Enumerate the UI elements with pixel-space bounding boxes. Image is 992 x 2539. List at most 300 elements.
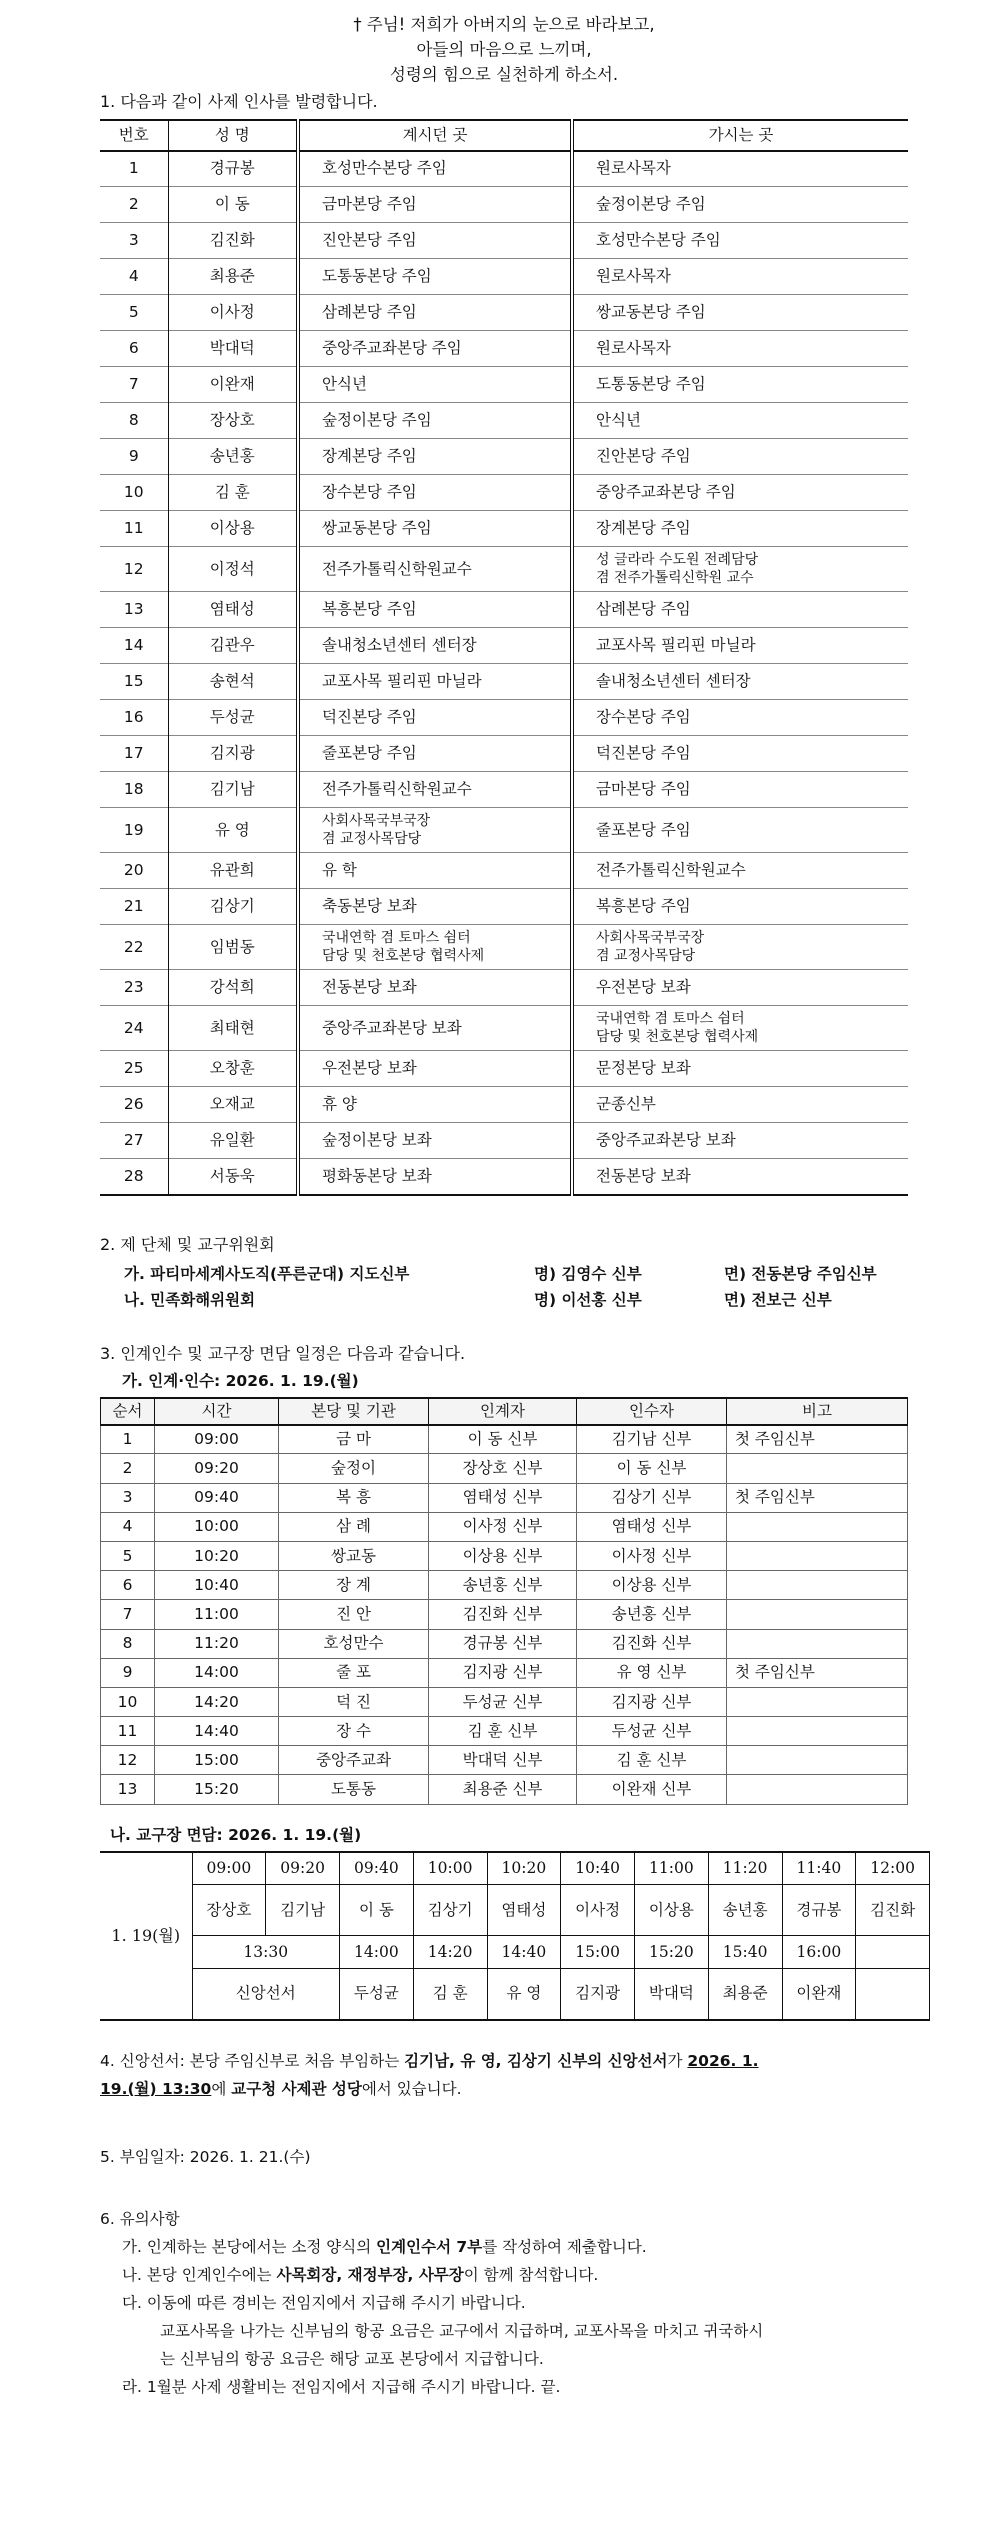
meeting-time: 09:40 <box>340 1852 414 1885</box>
to-line: 장수본당 주임 <box>596 708 691 727</box>
row-to <box>572 1159 908 1195</box>
cell-time: 09:00 <box>155 1425 279 1454</box>
cell-time: 15:00 <box>155 1746 279 1775</box>
header-seq: 순서 <box>101 1398 155 1425</box>
row-name: 박대덕 <box>168 331 298 367</box>
table-row <box>100 700 908 736</box>
meeting-name: 김 훈 <box>413 1969 487 2020</box>
table-row <box>100 367 908 403</box>
cell-seq: 8 <box>101 1629 155 1658</box>
to-line: 겸 전주가톨릭신학원 교수 <box>596 570 754 587</box>
cell-handover: 경규봉 신부 <box>429 1629 577 1658</box>
table-row <box>100 1123 908 1159</box>
row-to <box>572 889 908 925</box>
from-line: 장계본당 주임 <box>322 447 417 466</box>
to-line: 안식년 <box>596 411 641 430</box>
meeting-time: 14:40 <box>487 1936 561 1969</box>
cell-takeover: 이사정 신부 <box>577 1541 727 1570</box>
meeting-time: 10:40 <box>561 1852 635 1885</box>
cell-time: 09:40 <box>155 1483 279 1512</box>
cell-seq: 3 <box>101 1483 155 1512</box>
row-from <box>298 547 572 592</box>
row-to <box>572 700 908 736</box>
row-name: 김상기 <box>168 889 298 925</box>
row-number: 16 <box>100 700 168 736</box>
meeting-name: 이사정 <box>561 1885 635 1936</box>
row-name: 유일환 <box>168 1123 298 1159</box>
row-to <box>572 592 908 628</box>
table-header-row <box>101 1398 908 1425</box>
meeting-name: 박대덕 <box>635 1969 709 2020</box>
row-name: 이 동 <box>168 187 298 223</box>
meeting-time: 16:00 <box>782 1936 856 1969</box>
row-number: 25 <box>100 1051 168 1087</box>
meeting-name: 최용준 <box>708 1969 782 2020</box>
row-name: 서동욱 <box>168 1159 298 1195</box>
meeting-faith-oath: 신앙선서 <box>192 1969 340 2020</box>
meeting-empty-cell <box>856 1936 930 1969</box>
row-number: 8 <box>100 403 168 439</box>
cell-time: 11:20 <box>155 1629 279 1658</box>
location-emphasis: 교구청 사제관 성당 <box>231 2079 362 2098</box>
table-row <box>100 889 908 925</box>
table-row <box>100 925 908 970</box>
row-name: 강석희 <box>168 970 298 1006</box>
row-name: 최태현 <box>168 1006 298 1051</box>
meeting-time: 15:00 <box>561 1936 635 1969</box>
text: 가 <box>667 2051 688 2070</box>
cell-note <box>727 1541 908 1570</box>
table-row <box>100 1159 908 1195</box>
cell-takeover: 이 동 신부 <box>577 1454 727 1483</box>
cell-seq: 1 <box>101 1425 155 1454</box>
to-line: 사회사목국부국장 <box>596 930 705 947</box>
table-row <box>101 1629 908 1658</box>
row-to <box>572 772 908 808</box>
cell-parish: 진 안 <box>279 1600 429 1629</box>
prayer-line: † 주님! 저희가 아버지의 눈으로 바라보고, <box>353 15 655 34</box>
table-row <box>101 1541 908 1570</box>
cell-time: 14:40 <box>155 1717 279 1746</box>
header-handover: 인계자 <box>429 1398 577 1425</box>
meeting-name: 염태성 <box>487 1885 561 1936</box>
row-number: 4 <box>100 259 168 295</box>
note-c: 다. 이동에 따른 경비는 전임지에서 지급해 주시기 바랍니다. <box>122 2293 526 2312</box>
table-row <box>100 187 908 223</box>
cell-takeover: 두성균 신부 <box>577 1717 727 1746</box>
meeting-table <box>100 1851 930 2021</box>
cell-takeover: 김기남 신부 <box>577 1425 727 1454</box>
row-to <box>572 736 908 772</box>
from-line: 쌍교동본당 주임 <box>322 519 432 538</box>
handover-table <box>100 1397 908 1805</box>
row-from <box>298 1006 572 1051</box>
to-line: 호성만수본당 주임 <box>596 231 721 250</box>
cell-time: 09:20 <box>155 1454 279 1483</box>
cell-time: 14:00 <box>155 1658 279 1687</box>
row-name: 송현석 <box>168 664 298 700</box>
meeting-time: 11:40 <box>782 1852 856 1885</box>
prayer-line: 성령의 힘으로 실천하게 하소서. <box>389 65 619 84</box>
row-from <box>298 592 572 628</box>
row-number: 28 <box>100 1159 168 1195</box>
relieved: 면) 전동본당 주임신부 <box>724 1265 877 1284</box>
row-to <box>572 547 908 592</box>
row-name: 김진화 <box>168 223 298 259</box>
row-from <box>298 295 572 331</box>
row-to <box>572 511 908 547</box>
row-from <box>298 1087 572 1123</box>
from-line: 축동본당 보좌 <box>322 897 417 916</box>
row-to <box>572 295 908 331</box>
cell-handover: 송년홍 신부 <box>429 1571 577 1600</box>
row-to <box>572 1123 908 1159</box>
date-emphasis: 19.(월) 13:30 <box>100 2079 212 2098</box>
table-row <box>100 223 908 259</box>
table-row <box>101 1687 908 1716</box>
from-line: 안식년 <box>322 375 367 394</box>
cell-seq: 9 <box>101 1658 155 1687</box>
cell-parish: 쌍교동 <box>279 1541 429 1570</box>
table-header-row <box>100 120 908 151</box>
cell-takeover: 김지광 신부 <box>577 1687 727 1716</box>
row-from <box>298 1159 572 1195</box>
row-name: 두성균 <box>168 700 298 736</box>
header-parish: 본당 및 기관 <box>279 1398 429 1425</box>
row-number: 6 <box>100 331 168 367</box>
from-line: 중앙주교좌본당 주임 <box>322 339 462 358</box>
from-line: 숲정이본당 보좌 <box>322 1131 432 1150</box>
row-to <box>572 925 908 970</box>
row-name: 김기남 <box>168 772 298 808</box>
table-row <box>100 592 908 628</box>
header-time: 시간 <box>155 1398 279 1425</box>
cell-handover: 김 훈 신부 <box>429 1717 577 1746</box>
text: 가. 인계하는 본당에서는 소정 양식의 <box>122 2237 377 2256</box>
from-line: 유 학 <box>322 861 357 880</box>
row-number: 2 <box>100 187 168 223</box>
meeting-times-row <box>100 1852 930 1885</box>
cell-time: 15:20 <box>155 1775 279 1804</box>
to-line: 전주가톨릭신학원교수 <box>596 861 746 880</box>
from-line: 장수본당 주임 <box>322 483 417 502</box>
row-name: 이사정 <box>168 295 298 331</box>
cell-parish: 장 수 <box>279 1717 429 1746</box>
from-line: 전주가톨릭신학원교수 <box>322 559 472 578</box>
row-name: 이완재 <box>168 367 298 403</box>
row-number: 23 <box>100 970 168 1006</box>
row-to <box>572 331 908 367</box>
cell-time: 11:00 <box>155 1600 279 1629</box>
cell-note: 첫 주임신부 <box>727 1483 908 1512</box>
table-row <box>100 736 908 772</box>
cell-note <box>727 1454 908 1483</box>
cell-takeover: 김상기 신부 <box>577 1483 727 1512</box>
note-d: 라. 1월분 사제 생활비는 전임지에서 지급해 주시기 바랍니다. 끝. <box>122 2377 561 2396</box>
to-line: 줄포본당 주임 <box>596 820 691 839</box>
text: 에서 있습니다. <box>361 2079 462 2098</box>
to-line: 도통동본당 주임 <box>596 375 706 394</box>
row-to <box>572 664 908 700</box>
table-row <box>100 259 908 295</box>
cell-takeover: 염태성 신부 <box>577 1512 727 1541</box>
cell-seq: 12 <box>101 1746 155 1775</box>
row-to <box>572 439 908 475</box>
row-to <box>572 1087 908 1123</box>
meeting-time: 15:40 <box>708 1936 782 1969</box>
row-name: 장상호 <box>168 403 298 439</box>
to-line: 중앙주교좌본당 보좌 <box>596 1131 736 1150</box>
to-line: 숲정이본당 주임 <box>596 195 706 214</box>
row-to <box>572 151 908 187</box>
note-c-detail: 는 신부님의 항공 요금은 해당 교포 본당에서 지급합니다. <box>160 2349 544 2368</box>
cell-note <box>727 1600 908 1629</box>
table-row <box>100 295 908 331</box>
cell-seq: 6 <box>101 1571 155 1600</box>
committee-name: 가. 파티마세계사도직(푸른군대) 지도신부 <box>124 1265 410 1284</box>
cell-note <box>727 1512 908 1541</box>
meeting-empty-cell <box>856 1969 930 2020</box>
cell-parish: 복 흥 <box>279 1483 429 1512</box>
row-from <box>298 151 572 187</box>
cell-parish: 호성만수 <box>279 1629 429 1658</box>
table-row <box>100 772 908 808</box>
cell-seq: 10 <box>101 1687 155 1716</box>
section5-start-date: 5. 부임일자: 2026. 1. 21.(수) <box>100 2147 311 2166</box>
row-to <box>572 808 908 853</box>
header-name: 성 명 <box>168 120 298 151</box>
cell-handover: 최용준 신부 <box>429 1775 577 1804</box>
row-number: 19 <box>100 808 168 853</box>
table-row <box>101 1746 908 1775</box>
meeting-time: 09:20 <box>266 1852 340 1885</box>
meeting-time: 10:00 <box>413 1852 487 1885</box>
row-to <box>572 1051 908 1087</box>
row-from <box>298 736 572 772</box>
row-to <box>572 403 908 439</box>
row-from <box>298 259 572 295</box>
from-line: 전주가톨릭신학원교수 <box>322 780 472 799</box>
meeting-name: 김상기 <box>413 1885 487 1936</box>
cell-note <box>727 1687 908 1716</box>
to-line: 문정본당 보좌 <box>596 1059 691 1078</box>
meeting-time: 15:20 <box>635 1936 709 1969</box>
table-row <box>100 475 908 511</box>
row-from <box>298 475 572 511</box>
cell-takeover: 유 영 신부 <box>577 1658 727 1687</box>
table-row <box>100 547 908 592</box>
from-line: 호성만수본당 주임 <box>322 159 447 178</box>
header-takeover: 인수자 <box>577 1398 727 1425</box>
cell-note <box>727 1629 908 1658</box>
row-number: 9 <box>100 439 168 475</box>
text: 4. 신앙선서: 본당 주임신부로 처음 부임하는 <box>100 2051 405 2070</box>
cell-parish: 도통동 <box>279 1775 429 1804</box>
meeting-time: 14:00 <box>340 1936 414 1969</box>
meeting-time: 11:20 <box>708 1852 782 1885</box>
cell-seq: 5 <box>101 1541 155 1570</box>
row-name: 김관우 <box>168 628 298 664</box>
section6-title: 6. 유의사항 <box>100 2209 180 2228</box>
cell-seq: 7 <box>101 1600 155 1629</box>
row-number: 1 <box>100 151 168 187</box>
row-number: 18 <box>100 772 168 808</box>
table-row <box>101 1717 908 1746</box>
cell-time: 10:40 <box>155 1571 279 1600</box>
row-name: 오창훈 <box>168 1051 298 1087</box>
cell-parish: 줄 포 <box>279 1658 429 1687</box>
from-line: 덕진본당 주임 <box>322 708 417 727</box>
row-from <box>298 808 572 853</box>
to-line: 담당 및 천호본당 협력사제 <box>596 1029 759 1046</box>
meeting-names-row <box>100 1969 930 2020</box>
cell-takeover: 이상용 신부 <box>577 1571 727 1600</box>
row-name: 오재교 <box>168 1087 298 1123</box>
from-line: 사회사목국부국장 <box>322 813 431 830</box>
meeting-schedule <box>100 1851 916 2021</box>
row-number: 10 <box>100 475 168 511</box>
row-from <box>298 187 572 223</box>
row-number: 14 <box>100 628 168 664</box>
cell-parish: 중앙주교좌 <box>279 1746 429 1775</box>
row-from <box>298 889 572 925</box>
to-line: 원로사목자 <box>596 159 671 178</box>
meeting-date: 1. 19(월) <box>100 1852 192 2020</box>
text: 나. 본당 인계인수에는 <box>122 2265 277 2284</box>
cell-handover: 염태성 신부 <box>429 1483 577 1512</box>
text: 에 <box>211 2079 232 2098</box>
section2-title: 2. 제 단체 및 교구위원회 <box>100 1234 275 1254</box>
cell-note <box>727 1571 908 1600</box>
to-line: 금마본당 주임 <box>596 780 691 799</box>
to-line: 국내연학 겸 토마스 쉼터 <box>596 1011 745 1028</box>
row-number: 5 <box>100 295 168 331</box>
cell-takeover: 김 훈 신부 <box>577 1746 727 1775</box>
to-line: 교포사목 필리핀 마닐라 <box>596 636 756 655</box>
to-line: 군종신부 <box>596 1095 656 1114</box>
emphasis: 인계인수서 7부 <box>376 2237 483 2256</box>
meeting-time: 09:00 <box>192 1852 266 1885</box>
relieved: 면) 전보근 신부 <box>724 1291 832 1310</box>
row-to <box>572 187 908 223</box>
row-from <box>298 970 572 1006</box>
table-row <box>101 1658 908 1687</box>
row-number: 22 <box>100 925 168 970</box>
row-name: 경규봉 <box>168 151 298 187</box>
appointed: 명) 이선홍 신부 <box>534 1291 642 1310</box>
to-line: 장계본당 주임 <box>596 519 691 538</box>
cell-note: 첫 주임신부 <box>727 1658 908 1687</box>
from-line: 줄포본당 주임 <box>322 744 417 763</box>
cell-handover: 김지광 신부 <box>429 1658 577 1687</box>
row-from <box>298 331 572 367</box>
meeting-name: 이상용 <box>635 1885 709 1936</box>
cell-handover: 김진화 신부 <box>429 1600 577 1629</box>
table-row <box>100 331 908 367</box>
cell-handover: 이 동 신부 <box>429 1425 577 1454</box>
meeting-name: 경규봉 <box>782 1885 856 1936</box>
from-line: 복흥본당 주임 <box>322 600 417 619</box>
row-from <box>298 367 572 403</box>
personnel-table <box>100 119 908 1196</box>
to-line: 덕진본당 주임 <box>596 744 691 763</box>
table-row <box>101 1454 908 1483</box>
cell-seq: 4 <box>101 1512 155 1541</box>
table-row <box>101 1425 908 1454</box>
row-number: 20 <box>100 853 168 889</box>
to-line: 진안본당 주임 <box>596 447 691 466</box>
row-to <box>572 475 908 511</box>
cell-note <box>727 1775 908 1804</box>
row-name: 염태성 <box>168 592 298 628</box>
row-to <box>572 223 908 259</box>
table-row <box>101 1512 908 1541</box>
row-to <box>572 259 908 295</box>
row-name: 이상용 <box>168 511 298 547</box>
table-row <box>101 1571 908 1600</box>
row-name: 김 훈 <box>168 475 298 511</box>
table-row <box>100 151 908 187</box>
meeting-name: 김기남 <box>266 1885 340 1936</box>
row-number: 26 <box>100 1087 168 1123</box>
from-line: 중앙주교좌본당 보좌 <box>322 1018 462 1037</box>
emphasis: 김기남, 유 영, 김상기 신부의 신앙선서 <box>404 2051 668 2070</box>
section3-title: 3. 인계인수 및 교구장 면담 일정은 다음과 같습니다. <box>100 1344 466 1364</box>
cell-seq: 2 <box>101 1454 155 1483</box>
meeting-times-row <box>100 1936 930 1969</box>
meeting-time: 13:30 <box>192 1936 340 1969</box>
from-line: 담당 및 천호본당 협력사제 <box>322 948 485 965</box>
header-from: 계시던 곳 <box>298 120 572 151</box>
table-row <box>100 808 908 853</box>
header-to: 가시는 곳 <box>572 120 908 151</box>
opening-prayer <box>100 12 908 87</box>
row-number: 12 <box>100 547 168 592</box>
row-from <box>298 628 572 664</box>
emphasis: 사목회장, 재정부장, 사무장 <box>276 2265 464 2284</box>
row-from <box>298 403 572 439</box>
row-from <box>298 1051 572 1087</box>
committee-row <box>100 1287 908 1313</box>
meeting-time: 11:00 <box>635 1852 709 1885</box>
row-name: 송년홍 <box>168 439 298 475</box>
row-number: 24 <box>100 1006 168 1051</box>
row-number: 27 <box>100 1123 168 1159</box>
from-line: 국내연학 겸 토마스 쉼터 <box>322 930 471 947</box>
from-line: 겸 교정사목담당 <box>322 831 422 848</box>
to-line: 겸 교정사목담당 <box>596 948 696 965</box>
from-line: 우전본당 보좌 <box>322 1059 417 1078</box>
cell-handover: 이사정 신부 <box>429 1512 577 1541</box>
table-row <box>101 1775 908 1804</box>
meeting-name: 이 동 <box>340 1885 414 1936</box>
cell-note <box>727 1746 908 1775</box>
row-name: 최용준 <box>168 259 298 295</box>
date-emphasis: 2026. 1. <box>687 2051 759 2070</box>
row-to <box>572 367 908 403</box>
meeting-time: 14:20 <box>413 1936 487 1969</box>
to-line: 중앙주교좌본당 주임 <box>596 483 736 502</box>
to-line: 삼례본당 주임 <box>596 600 691 619</box>
row-name: 임범동 <box>168 925 298 970</box>
row-from <box>298 511 572 547</box>
cell-handover: 이상용 신부 <box>429 1541 577 1570</box>
table-row <box>100 439 908 475</box>
cell-takeover: 김진화 신부 <box>577 1629 727 1658</box>
row-number: 3 <box>100 223 168 259</box>
row-to <box>572 853 908 889</box>
cell-seq: 13 <box>101 1775 155 1804</box>
